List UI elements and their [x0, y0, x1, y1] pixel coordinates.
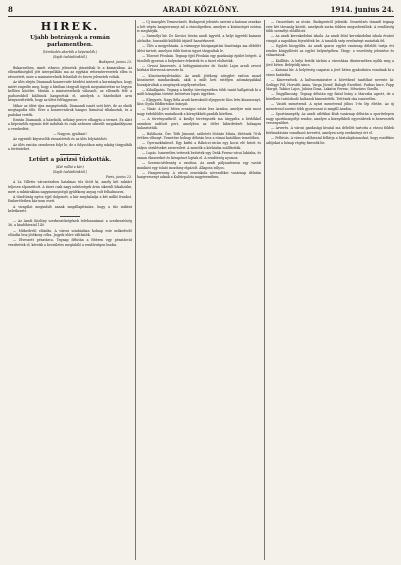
news-item: — Gyermekbalesel. Egy kisfiú a Rákóczi-utcán egy kocsi elé futott és súlyos sérüléseket szenvedett. A mentők a kórházba szállították. [137, 141, 261, 150]
column-divider [264, 20, 265, 560]
news-item: — Kihallgatás. Tegnap a királyi törvényszéken több tanút hallgattak ki a múlt hónapban történt betöréses lopás ügyében. [137, 87, 261, 97]
article [8, 157, 132, 214]
article-paragraph: Az ülés elején Diamandi konzervatív kérdést intézett a kormányhoz, hogy miért engedte meg, hogy a bíróban tárgyalt ügyek megszüntetése ne legyen kellően közölve. Miután a miniszterelnök válaszolt, az ellenzék felé a padsorokból kiáltások hangzottak el, amelyek a házelnököt arra kényszerítették, hogy az ülést felfüggessze. [8, 79, 132, 103]
news-item: — Az Aradi Közlöny szerkesztőségének telefonszámai: a szerkesztőség 36, a kiadóhivatal 140. [8, 218, 132, 228]
news-item: — Árverés. A városi gazdasági hivatal ma délelőtt tartotta a városi földek bérbeadására vonatkozó árverést, amelyen szép eredményt ért el. [266, 126, 394, 135]
news-item: — Öngyilkosság. Tegnap délután egy fiatal leány a Marosba ugrott, de a közelben tartózkodó halászok kimentették. Tettének oka ismeretlen. [266, 92, 394, 102]
column-divider [135, 20, 136, 560]
article-paragraph: A vizsgálat megindult annak megállapítására, hogy a tűz miként keletkezett. [8, 204, 132, 214]
news-item: — Sportünnepély. Az aradi atlétikai klub vasárnap délután a sporttelepen nagy sportünnepélyt rendez, amelyre a környékbeli egyesületek is benevezték versenyzőiket. [266, 112, 394, 126]
news-item: — Személyi hír. Dr. Kovács István aradi ügyvéd, a helyi ügyvédi kamara alelnöke, hosszabb külföldi útjáról hazaérkezett. [137, 34, 261, 43]
news-item: — Felhívás. A városi adóhivatal felhívja a háztulajdonosokat, hogy esedékes adójukat a hónap végéig fizessék be. [266, 136, 394, 145]
section-title: HIREK. [40, 20, 100, 33]
news-item: — Kiállítás. A helyi festők tárlata a városháza dísztermében nyílik meg a jövő héten. Belépődíj nincs. [266, 58, 394, 68]
separator [60, 216, 80, 217]
article-heading: Letűrt a párizsi tűzkották. [28, 156, 112, 163]
news-item: — Vásár. A jövő héten országos vásár lesz Aradon, amelyre már most nagy érdeklődés mutatkozik a környékbeli gazdák körében. [137, 107, 261, 117]
news-item: — Lopás. Ismeretlen tettesek betörtek egy Deák Ferenc-utcai lakásba, és onnan ékszereket és készpénzt loptak el. A rendőrség nyomoz. [137, 151, 261, 160]
column-1 [8, 20, 132, 560]
article-dateline: Budapest, junius 23. [98, 60, 132, 65]
article-paragraph: Az ülés ezután csendesen folyt le, de a folyosókon még sokáig tárgyalták a történteket. [8, 142, 132, 152]
column-2 [137, 20, 261, 560]
article-dateline: Paris, junius 23. [106, 175, 132, 180]
article-source: (Saját tudósítónktól.) [52, 55, 88, 60]
newspaper-name: ARADI KÖZLÖNY. [162, 5, 240, 14]
column-3 [266, 20, 394, 560]
news-item: — Hangverseny. A városi zeneiskola növendékei vasárnap délután hangversenyt adnak a Kultúrpalota nagytermében. [137, 170, 261, 180]
article [8, 35, 132, 152]
news-item: — Halálozás. Özv. Tóth Jánosné, született Molnár Mária, életének 78-ik évében elhunyt. Temetése holnap délután lesz a római katolikus temetőben. [137, 131, 261, 141]
article-quote: — Nagyon, gyalázat! [53, 132, 87, 137]
article-paragraph: Az egyesült képviselők visszatértek és az ülés folytatódott. [13, 137, 108, 142]
news-item: — Orvosi kinevezés. A belügyminiszter dr. Szabó Lajos aradi orvost kórházi főorvossá nevezte ki. [137, 63, 261, 73]
news-item: — Katonai hír. A helyőrség csapatai a jövő héten gyakorlatra vonulnak ki a város határába. [266, 68, 394, 77]
news-item: — Kinevezések. A kultuszminiszter a következő tanítókat nevezte ki: Szilágyi Pál, Horváth Anna, Varga József, Balogh Erzsébet, Farkas Imre, Papp Margit, Takács Lajos, Juhász Ilona, Lakatos Ferenc, Mészáros Gizella. [266, 78, 394, 92]
article-subheading: (Két millió a kár.) [56, 164, 84, 169]
news-item: — Vasúti menetrend. A nyári menetrend július 1-én lép életbe. Az új menetrend szerint több gyorsvonat is megáll Aradon. [266, 102, 394, 111]
article-paragraph: A tűzoltóság egész éjjel dolgozott, a kár meghaladja a két millió frankot. Emberéletben kár nem esett. [8, 194, 132, 204]
news-item: — Ülés a megyeházán. A vármegye közigazgatási bizottsága ma délelőtt ülést tartott, amelyen több fontos ügyet tárgyaltak le. [137, 44, 261, 53]
issue-date: 1914. junius 24. [330, 5, 394, 14]
article-paragraph: Bukarestben, ismét viharos jelenetek játszódtak le a kamarában. Az ellenzékiségből jött interpellálás ma az egyházi reformtervezetek ellen is rávezetett, mire a miniszterelnök felszólalt és heves jelenetek voltak. [8, 65, 132, 79]
article-paragraph: Mikor az ülést újra megnyitották, Diamandi ismét szót kért, de az elnök megtagadta tőle. Erre a konzervatívok hangos lármával tiltakoztak, és a padokat verték. [8, 103, 132, 117]
news-item: — Uj ünneplés Temesvárott. Budapesti jelentés szerint a katonai zenekar a hét végén hangversenyt ad a városligetben, amelyre a közönséget ezúton is meghívják. [137, 20, 261, 34]
article-paragraph: A La Villette városrészben hatalmas tűz ütött ki, amely két raktárt teljesen elpusztított. A tüzet csak nagy nehézségek árán sikerült lokalizálni, mert a raktárakban nagymennyiségű gyúlékony anyag volt felhalmozva. [8, 180, 132, 194]
news-item: — Elveszett pénztárca. Tegnap délután a főtéren egy pénztárcát veszítettek el, kéretik a becsületes megtaláló a rendőrségen leadni. [8, 238, 132, 247]
article-subheading: (Verekedés akarták a képviselők.) [42, 50, 98, 54]
news-item: — Szerencsétlenség a vasúton. Az aradi pályaudvaron egy vasúti munkást egy tolató mozdony elgázolt. Állapota súlyos. [137, 160, 261, 170]
page-header [8, 4, 394, 17]
news-item: — Köszönetnyilvánítás. Az aradi jótékony nőegylet ezúton mond köszönetet mindazoknak, akik a múlt heti estélyen adományaikkal hozzájárultak a szegények segélyezéséhez. [137, 73, 261, 87]
article-heading: Ujabb botrányok a román parlamentben. [30, 35, 110, 48]
page-number: 8 [8, 5, 13, 14]
news-item: — Az aradi kereskedelmi iskola. Az aradi felső kereskedelmi iskola évzáró vizsgái a napokban fejeződtek be. A tanulók szép eredményt mutattak fel. [266, 34, 394, 43]
news-item: — Tűzeset Pécskán. Tegnap éjjel Pécskán egy gazdasági épület leégett. A tűzoltók gyorsan a helyszínre érkeztek és a tüzet eloltották. [137, 53, 261, 63]
news-item: — Egyleti közgyűlés. Az aradi iparos egylet vasárnap délelőtt tartja évi rendes közgyűlését az egylet helyiségében. Tárgy: a vezetőség jelentése és választások. [266, 44, 394, 58]
article-paragraph: Ezután Diamandi, a házelnök, néhány percre elhagyta a termet. Ez alatt a képviselők egymás felé indultak és csak nehezen sikerült megakadályozni a verekedést. [8, 117, 132, 132]
news-item: — Összetűzés az utcán. Budapestről jelentik: Összetűzés támadt tegnap este két társaság között, amelynek során többen megsebesültek. A rendőrség több személyt előállított. [266, 20, 394, 34]
separator [60, 154, 80, 155]
news-item: — Eljegyzés. Nagy Béla aradi kereskedő eljegyezte Kiss Irén kisasszonyt, Kiss Gyula földbirtokos leányát. [137, 97, 261, 107]
article-source: (Saját tudósítónktól.) [52, 170, 88, 174]
news-item: — Műkedvelő előadás. A városi szinházban holnap este műkedvelő előadás lesz jótékony célra. Jegyek előre válthatók. [8, 228, 132, 238]
news-item: — A törvényszékről. A királyi törvényszék ma tárgyalta a bérlőkkel szemben indított pert, amelyben az ítélet kihirdetését holnapra halasztották. [137, 117, 261, 131]
